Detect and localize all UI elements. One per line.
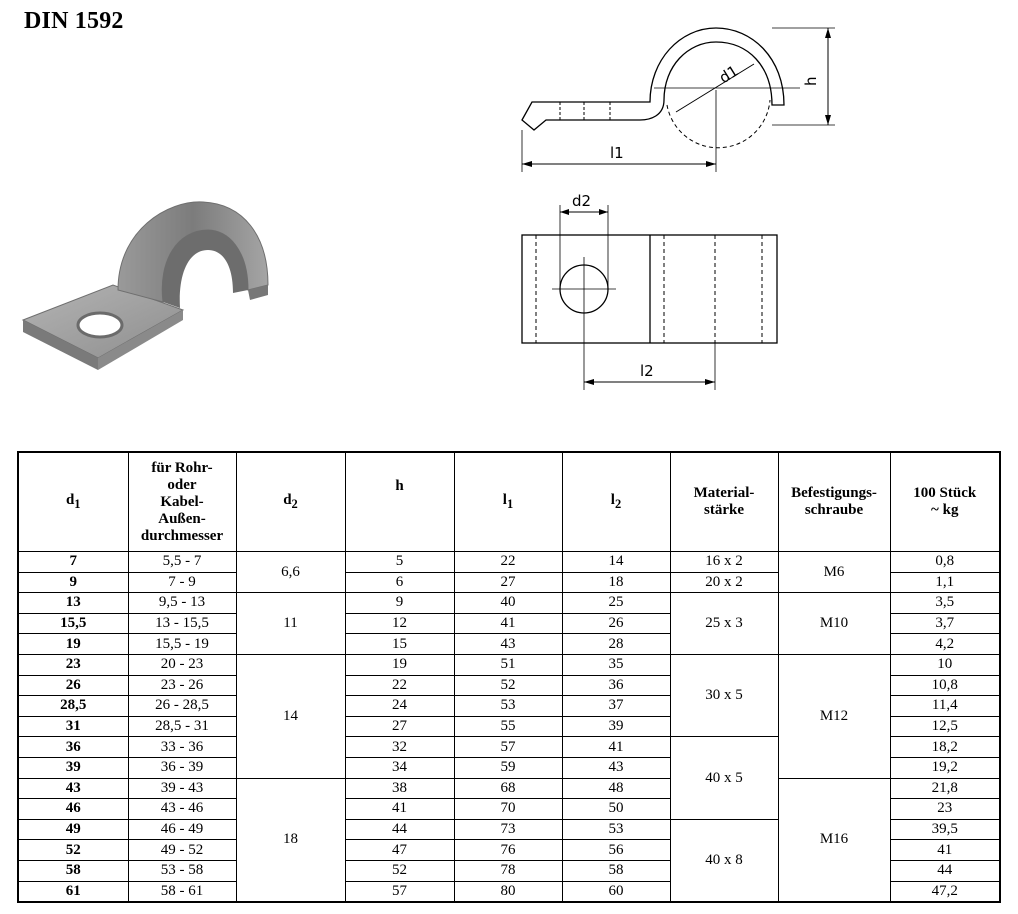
cell-weight: 11,4 — [890, 696, 1000, 717]
cell-d2: 14 — [236, 654, 345, 778]
cell-d1: 23 — [18, 654, 128, 675]
cell-d1: 13 — [18, 593, 128, 614]
cell-d1: 61 — [18, 881, 128, 902]
cell-d1: 36 — [18, 737, 128, 758]
cell-h: 19 — [345, 654, 454, 675]
cell-l2: 56 — [562, 840, 670, 861]
cell-h: 44 — [345, 819, 454, 840]
cell-tube-range: 5,5 - 7 — [128, 552, 236, 573]
cell-d1: 9 — [18, 572, 128, 593]
cell-material: 40 x 8 — [670, 819, 778, 902]
cell-tube-range: 20 - 23 — [128, 654, 236, 675]
cell-h: 38 — [345, 778, 454, 799]
cell-d1: 7 — [18, 552, 128, 573]
cell-h: 15 — [345, 634, 454, 655]
cell-l2: 14 — [562, 552, 670, 573]
cell-weight: 21,8 — [890, 778, 1000, 799]
cell-l1: 70 — [454, 799, 562, 820]
cell-d1: 26 — [18, 675, 128, 696]
header-screw: Befestigungs- schraube — [778, 452, 890, 552]
header-l2: $l_2$ — [562, 452, 670, 552]
cell-h: 34 — [345, 757, 454, 778]
cell-weight: 10 — [890, 654, 1000, 675]
cell-l2: 58 — [562, 860, 670, 881]
cell-weight: 3,7 — [890, 613, 1000, 634]
cell-d1: 28,5 — [18, 696, 128, 717]
cell-l1: 59 — [454, 757, 562, 778]
d2-dim-label: d2 — [572, 192, 592, 210]
cell-l1: 40 — [454, 593, 562, 614]
cell-h: 24 — [345, 696, 454, 717]
cell-l2: 37 — [562, 696, 670, 717]
cell-l1: 80 — [454, 881, 562, 902]
cell-tube-range: 13 - 15,5 — [128, 613, 236, 634]
cell-l2: 36 — [562, 675, 670, 696]
cell-l2: 25 — [562, 593, 670, 614]
table-header-row — [18, 452, 1000, 552]
cell-d2: 11 — [236, 593, 345, 655]
cell-weight: 47,2 — [890, 881, 1000, 902]
cell-d1: 52 — [18, 840, 128, 861]
cell-weight: 41 — [890, 840, 1000, 861]
cell-tube-range: 46 - 49 — [128, 819, 236, 840]
d1-dim-label: d1 — [715, 61, 742, 88]
cell-tube-range: 49 - 52 — [128, 840, 236, 861]
cell-l1: 51 — [454, 654, 562, 675]
cell-l1: 41 — [454, 613, 562, 634]
cell-screw: M16 — [778, 778, 890, 902]
table-row — [18, 778, 1000, 799]
header-tube-diameter: für Rohr- oder Kabel- Außen- durchmesser — [128, 452, 236, 552]
cell-tube-range: 9,5 - 13 — [128, 593, 236, 614]
cell-l1: 53 — [454, 696, 562, 717]
cell-d1: 58 — [18, 860, 128, 881]
cell-l2: 41 — [562, 737, 670, 758]
cell-weight: 0,8 — [890, 552, 1000, 573]
cell-h: 27 — [345, 716, 454, 737]
cell-h: 12 — [345, 613, 454, 634]
cell-h: 9 — [345, 593, 454, 614]
side-view-arrows — [522, 28, 831, 167]
cell-tube-range: 36 - 39 — [128, 757, 236, 778]
cell-weight: 12,5 — [890, 716, 1000, 737]
cell-weight: 10,8 — [890, 675, 1000, 696]
cell-h: 6 — [345, 572, 454, 593]
cell-screw: M12 — [778, 654, 890, 778]
cell-weight: 23 — [890, 799, 1000, 820]
cell-l2: 50 — [562, 799, 670, 820]
cell-h: 5 — [345, 552, 454, 573]
cell-tube-range: 23 - 26 — [128, 675, 236, 696]
cell-l2: 60 — [562, 881, 670, 902]
cell-tube-range: 33 - 36 — [128, 737, 236, 758]
cell-h: 32 — [345, 737, 454, 758]
cell-h: 47 — [345, 840, 454, 861]
cell-material: 30 x 5 — [670, 654, 778, 736]
header-material: Material- stärke — [670, 452, 778, 552]
cell-l2: 28 — [562, 634, 670, 655]
cell-material: 20 x 2 — [670, 572, 778, 593]
header-weight: 100 Stück ~ kg — [890, 452, 1000, 552]
cell-d2: 6,6 — [236, 552, 345, 593]
cell-material: 16 x 2 — [670, 552, 778, 573]
cell-l1: 52 — [454, 675, 562, 696]
cell-tube-range: 39 - 43 — [128, 778, 236, 799]
technical-drawing — [500, 0, 860, 400]
cell-h: 52 — [345, 860, 454, 881]
cell-weight: 39,5 — [890, 819, 1000, 840]
cell-tube-range: 15,5 - 19 — [128, 634, 236, 655]
cell-tube-range: 53 - 58 — [128, 860, 236, 881]
cell-d1: 15,5 — [18, 613, 128, 634]
cell-l1: 55 — [454, 716, 562, 737]
cell-weight: 3,5 — [890, 593, 1000, 614]
cell-weight: 4,2 — [890, 634, 1000, 655]
cell-l1: 78 — [454, 860, 562, 881]
cell-l1: 57 — [454, 737, 562, 758]
cell-material: 40 x 5 — [670, 737, 778, 819]
header-d1: $d_1$ — [18, 452, 128, 552]
cell-d1: 19 — [18, 634, 128, 655]
cell-l2: 35 — [562, 654, 670, 675]
cell-tube-range: 43 - 46 — [128, 799, 236, 820]
cell-l1: 76 — [454, 840, 562, 861]
table-row — [18, 654, 1000, 675]
cell-l1: 73 — [454, 819, 562, 840]
header-d2: $d_2$ — [236, 452, 345, 552]
cell-screw: M10 — [778, 593, 890, 655]
cell-l2: 18 — [562, 572, 670, 593]
cell-l2: 48 — [562, 778, 670, 799]
cell-d1: 49 — [18, 819, 128, 840]
cell-weight: 44 — [890, 860, 1000, 881]
cell-h: 41 — [345, 799, 454, 820]
side-view — [522, 28, 835, 172]
cell-tube-range: 28,5 - 31 — [128, 716, 236, 737]
h-dim-label: h — [802, 76, 820, 86]
cell-l1: 22 — [454, 552, 562, 573]
cell-weight: 18,2 — [890, 737, 1000, 758]
table-body — [18, 552, 1000, 903]
dimension-table — [17, 451, 1001, 903]
cell-l2: 39 — [562, 716, 670, 737]
cell-tube-range: 7 - 9 — [128, 572, 236, 593]
cell-d1: 31 — [18, 716, 128, 737]
cell-l2: 43 — [562, 757, 670, 778]
cell-h: 57 — [345, 881, 454, 902]
cell-d2: 18 — [236, 778, 345, 902]
cell-d1: 46 — [18, 799, 128, 820]
cell-d1: 43 — [18, 778, 128, 799]
table-row — [18, 593, 1000, 614]
cell-weight: 19,2 — [890, 757, 1000, 778]
cell-weight: 1,1 — [890, 572, 1000, 593]
cell-l2: 53 — [562, 819, 670, 840]
page-title: DIN 1592 — [24, 8, 124, 34]
cell-material: 25 x 3 — [670, 593, 778, 655]
cell-l1: 43 — [454, 634, 562, 655]
cell-d1: 39 — [18, 757, 128, 778]
cell-screw: M6 — [778, 552, 890, 593]
cell-tube-range: 26 - 28,5 — [128, 696, 236, 717]
cell-h: 22 — [345, 675, 454, 696]
l2-dim-label: l2 — [640, 362, 654, 380]
cell-tube-range: 58 - 61 — [128, 881, 236, 902]
header-h: h — [345, 452, 454, 552]
clamp-3d-illustration — [18, 190, 278, 385]
header-l1: $l_1$ — [454, 452, 562, 552]
cell-l2: 26 — [562, 613, 670, 634]
cell-l1: 68 — [454, 778, 562, 799]
table-row — [18, 552, 1000, 573]
cell-l1: 27 — [454, 572, 562, 593]
l1-dim-label: l1 — [610, 144, 624, 162]
